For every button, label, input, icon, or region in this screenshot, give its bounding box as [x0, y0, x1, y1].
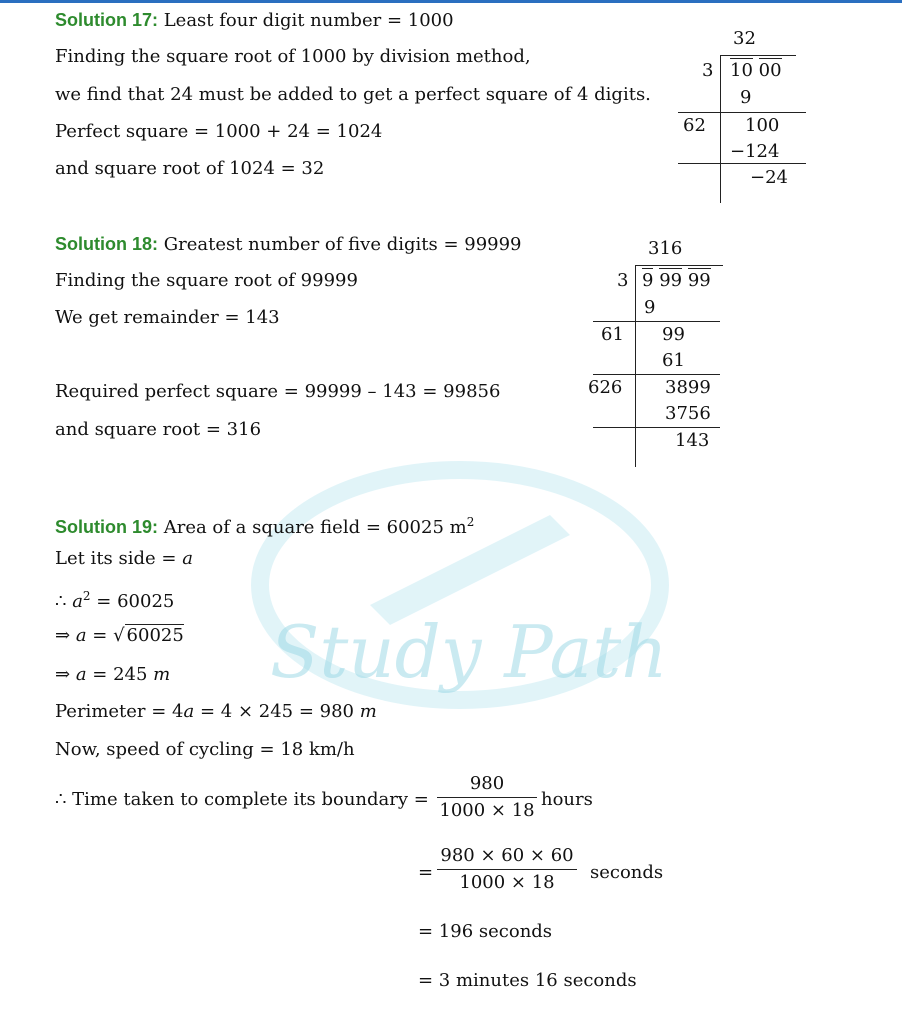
s17-quotient-line	[720, 55, 796, 56]
s18-rem-2: 3899	[665, 377, 711, 398]
watermark-text: Study Path	[270, 610, 668, 694]
s18-sub-2: 61	[662, 350, 685, 371]
s18-rem-3: 143	[675, 430, 710, 451]
s19-line-6: Perimeter = 4a = 4 × 245 = 980 m	[55, 701, 377, 722]
s19-line-4: ⇒ a = √ 60025	[55, 625, 184, 646]
s18-divisor-2: 61	[601, 324, 624, 345]
s17-vertical-line	[720, 55, 721, 203]
s17-line-1: Solution 17: Least four digit number = 1000	[55, 10, 454, 31]
s18-line-b	[593, 374, 720, 375]
s19-line-5: ⇒ a = 245 m	[55, 664, 171, 685]
s17-dividend: 10 00	[730, 60, 782, 81]
s18-rem-1: 99	[662, 324, 685, 345]
s18-line-3: We get remainder = 143	[55, 307, 280, 328]
s19-line-1: Solution 19: Area of a square field = 60025 $m^2$	[55, 515, 475, 538]
s18-quotient: 316	[648, 238, 683, 259]
s17-sub-2: −124	[730, 141, 780, 162]
s18-quotient-line	[635, 265, 723, 266]
s18-sub-3: 3756	[665, 403, 711, 424]
s17-rem-2: −24	[750, 167, 788, 188]
s18-line-a	[593, 321, 720, 322]
s18-line-2: Finding the square root of 99999	[55, 270, 358, 291]
s18-divisor-1: 3	[617, 270, 629, 291]
s17-line-b	[678, 163, 806, 164]
s19-result-2: = 3 minutes 16 seconds	[418, 970, 637, 991]
s18-label: Solution 18:	[55, 234, 158, 254]
s19-label: Solution 19:	[55, 517, 158, 537]
s17-line-5: and square root of 1024 = 32	[55, 158, 325, 179]
s19-line-3: ∴ $a^2 = 60025$	[55, 589, 175, 612]
s19-equals: =	[418, 862, 434, 883]
s18-dividend: 9 99 99	[642, 270, 711, 291]
s19-unit-hours: hours	[541, 789, 593, 810]
s18-sub-1: 9	[644, 297, 656, 318]
s18-line-5: and square root = 316	[55, 419, 262, 440]
s17-quotient: 32	[733, 28, 756, 49]
s17-line-a	[678, 112, 806, 113]
s19-unit-seconds: seconds	[590, 862, 664, 883]
s17-line-3: we find that 24 must be added to get a perfect square of 4 digits.	[55, 84, 651, 105]
s17-rem-1: 100	[745, 115, 780, 136]
s19-line-8: ∴ Time taken to complete its boundary =	[55, 789, 429, 810]
s17-line-4: Perfect square = 1000 + 24 = 1024	[55, 121, 383, 142]
s17-divisor-2: 62	[683, 115, 706, 136]
s19-result-1: = 196 seconds	[418, 921, 553, 942]
s18-line-1: Solution 18: Greatest number of five digits = 99999	[55, 234, 522, 255]
s19-fraction-1: 980 1000 × 18	[437, 771, 537, 824]
s17-label: Solution 17:	[55, 10, 158, 30]
s18-line-c	[593, 427, 720, 428]
s18-vertical-line	[635, 265, 636, 467]
s18-divisor-3: 626	[588, 377, 623, 398]
s18-line-4: Required perfect square = 99999 – 143 = 99856	[55, 381, 501, 402]
s17-sub-1: 9	[740, 87, 752, 108]
s17-divisor-1: 3	[702, 60, 714, 81]
s17-line-2: Finding the square root of 1000 by division method,	[55, 46, 531, 67]
top-accent-bar	[0, 0, 902, 3]
s19-fraction-2: 980 × 60 × 60 1000 × 18	[437, 843, 577, 896]
s19-line-7: Now, speed of cycling = 18 km/h	[55, 739, 355, 760]
s19-line-2: Let its side = a	[55, 548, 193, 569]
